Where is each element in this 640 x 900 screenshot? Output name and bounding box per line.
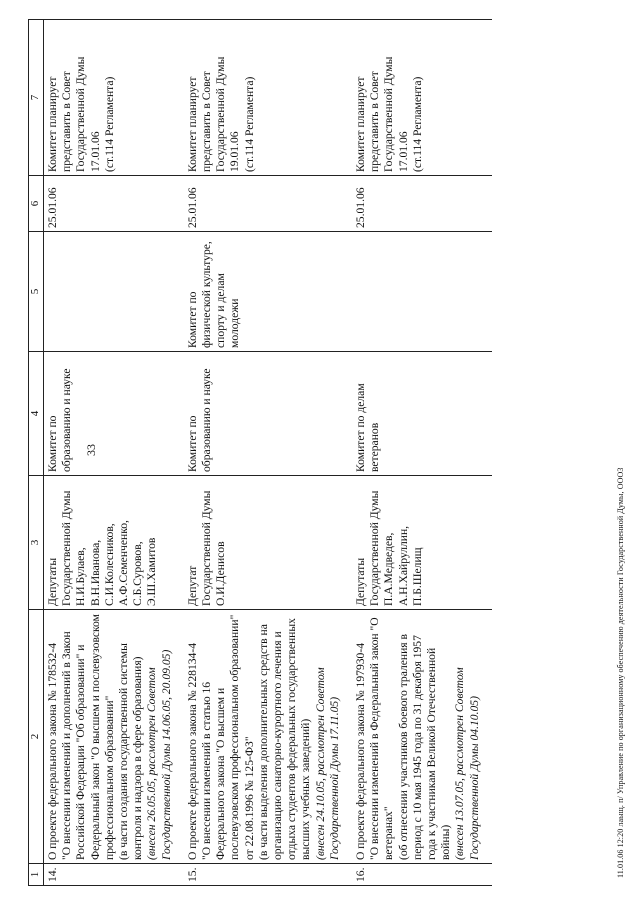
row-number: 16. [352, 864, 492, 886]
bill-date: 25.01.06 [44, 176, 184, 232]
page-footer: 11.01.06 12:20 лаыщ. п/ Управление по организационному обеспечению деятельности Государственной Думы, ООО3 [616, 467, 625, 878]
committee-plan: Комитет планирует представить в Совет Государственной Думы 17.01.06 (ст.114 Регламента) [44, 20, 184, 176]
bill-note: (внесен 26.05.05, рассмотрен Советом Государственной Думы 14.06.05, 20.09.05) [145, 649, 173, 860]
column-number: 5 [29, 232, 44, 352]
co-committee [352, 232, 492, 352]
page-number: 33 [84, 444, 98, 456]
responsible-committee: Комитет по делам ветеранов [352, 352, 492, 476]
bills-table [28, 19, 492, 886]
row-number: 14. [44, 864, 184, 886]
bill-note: (внесен 24.10.05, рассмотрен Советом Государственной Думы 17.11.05) [313, 667, 341, 860]
column-number: 2 [29, 610, 44, 864]
bill-note: (внесен 13.07.05, рассмотрен Советом Государственной Думы 04.10.05) [453, 667, 481, 860]
column-number: 7 [29, 20, 44, 176]
responsible-committee: Комитет по образованию и науке [184, 352, 352, 476]
column-number: 6 [29, 176, 44, 232]
co-committee: Комитет по физической культуре, спорту и делам молодежи [184, 232, 352, 352]
row-number: 15. [184, 864, 352, 886]
bill-authors: Депутат Государственной Думы О.И.Денисов [184, 476, 352, 610]
column-number: 3 [29, 476, 44, 610]
committee-plan: Комитет планирует представить в Совет Государственной Думы 19.01.06 (ст.114 Регламента) [184, 20, 352, 176]
bill-description-cell [44, 610, 184, 864]
column-number: 1 [29, 864, 44, 886]
committee-plan: Комитет планирует представить в Совет Государственной Думы 17.01.06 (ст.114 Регламента) [352, 20, 492, 176]
table-row [184, 20, 352, 886]
responsible-committee: Комитет по образованию и науке [44, 352, 184, 476]
bill-authors: Депутаты Государственной Думы Н.И.Булаев, В.Н.Иванова, С.И.Колесников, А.Ф.Семенченко, С.Б.Суровов, Э.Ш.Хамитов [44, 476, 184, 610]
bill-title: О проекте федерального закона № 197930-4 "О внесении изменений в Федеральный закон "О ветеранах" (об отнесении участников боевого траления в период с 10 мая 1945 года по 31 декабря 1957 года к участникам Великой Отечественной войны) [354, 617, 453, 860]
bill-title: О проекте федерального закона № 178532-4 "О внесении изменений и дополнений в Закон Российской Федерации "Об образовании" и Федеральный закон "О высшем и послевузовском профессиональном образовании" (в части создания государственной системы контроля и надзора в сфере образования) [46, 614, 145, 860]
co-committee [44, 232, 184, 352]
bill-description-cell [184, 610, 352, 864]
bill-description-cell [352, 610, 492, 864]
table-row [44, 20, 184, 886]
bill-title: О проекте федерального закона № 228134-4 "О внесении изменений в статью 16 Федерального закона "О высшем и послевузовском профессиональном образовании" от 22.08.1996 № 125-ФЗ" (в части выделения дополнительных средств на организацию санаторно-курортного лечения и отдыха студентов федеральных государственных высших учебных заведений) [185, 614, 313, 860]
bill-date: 25.01.06 [184, 176, 352, 232]
column-number: 4 [29, 352, 44, 476]
bill-authors: Депутаты Государственной Думы П.А.Медведев, А.Н.Хайруллин, П.Б.Шелищ [352, 476, 492, 610]
column-number-row [29, 20, 44, 886]
table-row [352, 20, 492, 886]
bill-date: 25.01.06 [352, 176, 492, 232]
